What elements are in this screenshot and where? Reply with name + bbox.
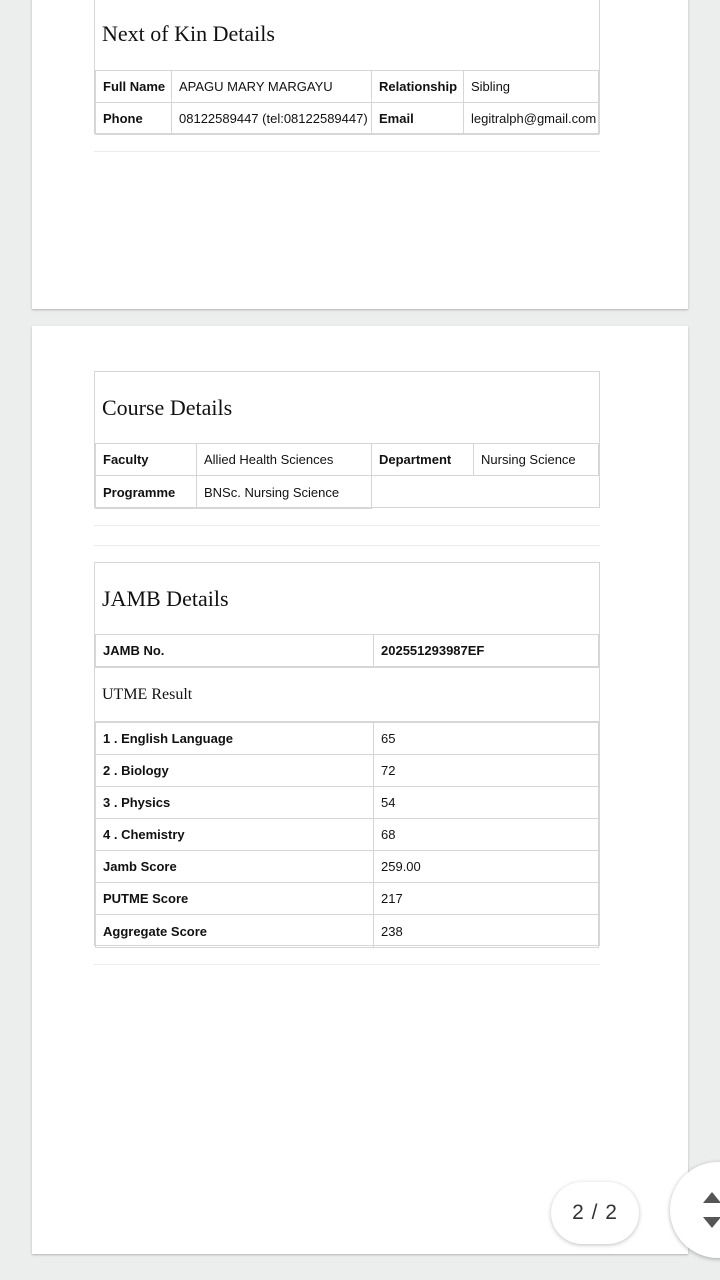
course-details-table <box>95 443 599 509</box>
table-row <box>96 851 599 883</box>
cell-value: Sibling <box>464 71 599 103</box>
score-value: 217 <box>374 883 599 915</box>
jamb-number-value: 202551293987EF <box>374 635 599 667</box>
cell-label: Programme <box>96 476 197 509</box>
cell-label: Relationship <box>372 71 464 103</box>
score-value: 72 <box>374 755 599 787</box>
cell-label: Full Name <box>96 71 172 103</box>
arrow-up-icon <box>703 1192 720 1203</box>
score-value: 54 <box>374 787 599 819</box>
table-row <box>96 71 599 103</box>
table-row <box>96 103 599 135</box>
course-details-section <box>94 371 600 508</box>
table-row <box>96 444 599 476</box>
page-indicator: 2 / 2 <box>551 1182 639 1244</box>
score-label: Aggregate Score <box>96 915 374 948</box>
subject-label: 1 . English Language <box>96 723 374 755</box>
score-label: PUTME Score <box>96 883 374 915</box>
cell-label: JAMB No. <box>96 635 374 667</box>
email-link[interactable]: legitralph@gmail.com <box>464 103 599 135</box>
table-row <box>96 915 599 948</box>
cell-value: Allied Health Sciences <box>197 444 372 476</box>
next-of-kin-table <box>95 70 599 135</box>
score-value: 238 <box>374 915 599 948</box>
cell-label: Department <box>372 444 474 476</box>
section-title: JAMB Details <box>102 585 229 611</box>
cell-label: Faculty <box>96 444 197 476</box>
divider <box>94 151 600 152</box>
subject-label: 3 . Physics <box>96 787 374 819</box>
jamb-number-table <box>95 634 599 667</box>
next-of-kin-section <box>94 0 600 134</box>
score-value: 65 <box>374 723 599 755</box>
arrow-down-icon <box>703 1217 720 1228</box>
subject-label: 4 . Chemistry <box>96 819 374 851</box>
cell-value: BNSc. Nursing Science <box>197 476 372 509</box>
subject-label: 2 . Biology <box>96 755 374 787</box>
table-row <box>96 883 599 915</box>
section-title: Next of Kin Details <box>102 20 275 46</box>
score-label: Jamb Score <box>96 851 374 883</box>
cell-value: APAGU MARY MARGAYU <box>172 71 372 103</box>
table-row <box>96 755 599 787</box>
score-value: 68 <box>374 819 599 851</box>
divider <box>94 964 600 965</box>
empty-cell <box>474 476 599 509</box>
section-title: Course Details <box>102 394 233 420</box>
empty-cell <box>372 476 474 509</box>
pdf-page-2 <box>32 326 688 1254</box>
table-row <box>96 723 599 755</box>
cell-value: Nursing Science <box>474 444 599 476</box>
jamb-details-section <box>94 562 600 946</box>
table-row <box>96 635 599 667</box>
table-row <box>96 787 599 819</box>
divider <box>94 545 600 546</box>
cell-label: Email <box>372 103 464 135</box>
pdf-page-1 <box>32 0 688 309</box>
table-row <box>96 476 599 509</box>
divider <box>94 525 600 526</box>
score-value: 259.00 <box>374 851 599 883</box>
utme-result-table <box>95 722 599 948</box>
utme-result-title: UTME Result <box>95 667 599 722</box>
cell-label: Phone <box>96 103 172 135</box>
phone-link[interactable]: 08122589447 (tel:08122589447) <box>172 103 372 135</box>
table-row <box>96 819 599 851</box>
